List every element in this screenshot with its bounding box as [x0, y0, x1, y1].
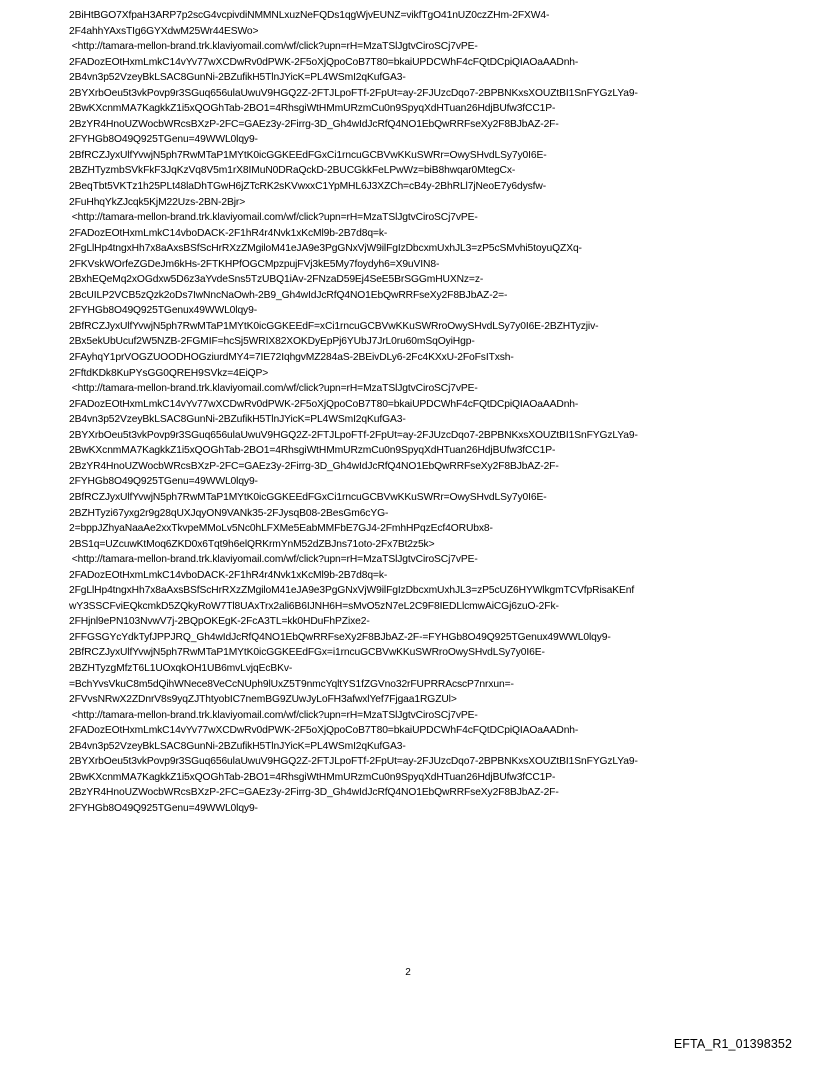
- text-line: 2BS1q=UZcuwKtMoq6ZKD0x6Tqt9h6elQRKrmYnM52dZBJns71oto-2Fx7Bt2z5k>: [69, 538, 435, 550]
- text-line: 2B4vn3p52VzeyBkLSAC8GunNi-2BZufikH5TlnJYicK=PL4WSmI2qKufGA3-: [69, 72, 406, 84]
- text-line: 2BwKXcnmMA7KagkkZ1i5xQOGhTab-2BO1=4RhsgiWtHMmURzmCu0n9SpyqXdHTuan26HdjBUfw3fCC1P-: [69, 771, 556, 783]
- text-line: 2FADozEOtHxmLmkC14vYv77wXCDwRv0dPWK-2F5oXjQpoCoB7T80=bkaiUPDCWhF4cFQtDCpiQIAOaAADnh-: [69, 56, 579, 68]
- text-line: 2BcUILP2VCB5zQzk2oDs7IwNncNaOwh-2B9_Gh4wIdJcRfQ4NO1EbQwRRFseXy2F8BJbAZ-2=-: [69, 289, 508, 301]
- text-line: =BchYvsVkuC8m5dQihWNece8VeCcNUph9lUxZ5T9nmcYqltYS1fZGVno32rFUPRRAcscP7nrxun=-: [69, 678, 514, 690]
- text-line: 2BZHTyzmbSVkFkF3JqKzVq8V5m1rX8IMuN0DRaQckD-2BUCGkkFeLPwWz=biB8hwqar0MtegCx-: [69, 165, 516, 177]
- text-line: 2BYXrbOeu5t3vkPovp9r3SGuq656ulaUwuV9HGQ2Z-2FTJLpoFTf-2FpUt=ay-2FJUzcDqo7-2BPBNKxsXOUZtBI1SnFYGzLYa9-: [69, 429, 638, 441]
- bates-number: EFTA_R1_01398352: [673, 1037, 792, 1051]
- text-line: 2BZHTyzgMfzT6L1UOxqkOH1UB6mvLvjqEcBKv-: [69, 662, 293, 674]
- text-line: wY3SSCFviEQkcmkD5ZQkyRoW7Tl8UAxTrx2ali6B6IJNH6H=sMvO5zN7eL2C9F8IEDLlcmwAiCGj6zuO-2Fk-: [69, 600, 559, 612]
- text-line: 2FADozEOtHxmLmkC14vboDACK-2F1hR4r4Nvk1xKcMl9b-2B7d8q=k-: [69, 227, 388, 239]
- text-line: 2FftdKDk8KuPYsGG0QREH9SVkz=4EiQP>: [69, 367, 269, 379]
- text-line: 2BzYR4HnoUZWocbWRcsBXzP-2FC=GAEz3y-2Firrg-3D_Gh4wIdJcRfQ4NO1EbQwRRFseXy2F8BJbAZ-2F-: [69, 787, 559, 799]
- text-line: <http://tamara-mellon-brand.trk.klaviyomail.com/wf/click?upn=rH=MzaTSlJgtvCiroSCj7vPE-: [69, 383, 478, 395]
- text-line: 2FADozEOtHxmLmkC14vYv77wXCDwRv0dPWK-2F5oXjQpoCoB7T80=bkaiUPDCWhF4cFQtDCpiQIAOaAADnh-: [69, 725, 579, 737]
- text-line: 2Bx5ekUbUcuf2W5NZB-2FGMIF=hcSj5WRIX82XOKDyEpPj6YUbJ7JrL0ru60mSqOyiHgp-: [69, 336, 475, 348]
- text-line: 2B4vn3p52VzeyBkLSAC8GunNi-2BZufikH5TlnJYicK=PL4WSmI2qKufGA3-: [69, 414, 406, 426]
- text-line: 2BzYR4HnoUZWocbWRcsBXzP-2FC=GAEz3y-2Firrg-3D_Gh4wIdJcRfQ4NO1EbQwRRFseXy2F8BJbAZ-2F-: [69, 460, 559, 472]
- text-line: <http://tamara-mellon-brand.trk.klaviyomail.com/wf/click?upn=rH=MzaTSlJgtvCiroSCj7vPE-: [69, 212, 478, 224]
- text-line: 2FADozEOtHxmLmkC14vboDACK-2F1hR4r4Nvk1xKcMl9b-2B7d8q=k-: [69, 569, 388, 581]
- text-line: 2FuHhqYkZJcqk5KjM22Uzs-2BN-2Bjr>: [69, 196, 246, 208]
- text-line: 2FFGSGYcYdkTyfJPPJRQ_Gh4wIdJcRfQ4NO1EbQwRRFseXy2F8BJbAZ-2F-=FYHGb8O49Q925TGenux49WWL0lqy9-: [69, 631, 611, 643]
- text-line: 2FYHGb8O49Q925TGenu=49WWL0lqy9-: [69, 134, 258, 146]
- text-line: 2FgLlHp4tngxHh7x8aAxsBSfScHrRXzZMgiloM41eJA9e3PgGNxVjW9ilFgIzDbcxmUxhJL3=zP5cSMvhi5toyuQZXq-: [69, 243, 582, 255]
- text-line: 2FYHGb8O49Q925TGenu=49WWL0lqy9-: [69, 476, 258, 488]
- text-line: 2BiHtBGO7XfpaH3ARP7p2scG4vcpivdiNMMNLxuzNeFQDs1qgWjvEUNZ=vikfTgO41nUZ0czZHm-2FXW4-: [69, 10, 550, 21]
- document-body: [69, 8, 769, 816]
- text-line: 2BeqTbt5VKTz1h25PLt48laDhTGwH6jZTcRK2sKVwxxC1YpMHL6J3XZCh=cB4y-2BhRLl7jNeoE7y6dysfw-: [69, 181, 547, 193]
- text-line: 2FYHGb8O49Q925TGenux49WWL0lqy9-: [69, 305, 258, 317]
- text-line: 2FHjnl9ePN103NvwV7j-2BQpOKEgK-2FcA3TL=kk0HDuFhPZixe2-: [69, 616, 370, 628]
- text-line: 2BfRCZJyxUlfYvwjN5ph7RwMTaP1MYtK0icGGKEEdFGxCi1rncuGCBVwKKuSWRr=OwySHvdLSy7y0I6E-: [69, 149, 547, 161]
- text-line: 2FAyhqY1prVOGZUOODHOGziurdMY4=7IE72IqhgvMZ284aS-2BEivDLy6-2Fc4KXxU-2FoFsITxsh-: [69, 352, 514, 364]
- text-line: 2FYHGb8O49Q925TGenu=49WWL0lqy9-: [69, 802, 258, 814]
- text-line: 2BwKXcnmMA7KagkkZ1i5xQOGhTab-2BO1=4RhsgiWtHMmURzmCu0n9SpyqXdHTuan26HdjBUfw3fCC1P-: [69, 103, 556, 115]
- text-line: <http://tamara-mellon-brand.trk.klaviyomail.com/wf/click?upn=rH=MzaTSlJgtvCiroSCj7vPE-: [69, 41, 478, 53]
- page-number: 2: [405, 967, 411, 978]
- text-line: 2BZHTyzi67yxg2r9g28qUXJqyON9VANk35-2FJysqB08-2BesGm6cYG-: [69, 507, 389, 519]
- text-line: 2BfRCZJyxUlfYvwjN5ph7RwMTaP1MYtK0icGGKEEdFGxCi1rncuGCBVwKKuSWRr=OwySHvdLSy7y0I6E-: [69, 491, 547, 503]
- text-line: 2BYXrbOeu5t3vkPovp9r3SGuq656ulaUwuV9HGQ2Z-2FTJLpoFTf-2FpUt=ay-2FJUzcDqo7-2BPBNKxsXOUZtBI1SnFYGzLYa9-: [69, 87, 638, 99]
- text-line: 2F4ahhYAxsTIg6GYXdwM25Wr44ESWo>: [69, 25, 259, 37]
- text-line: <http://tamara-mellon-brand.trk.klaviyomail.com/wf/click?upn=rH=MzaTSlJgtvCiroSCj7vPE-: [69, 554, 478, 566]
- text-line: 2BzYR4HnoUZWocbWRcsBXzP-2FC=GAEz3y-2Firrg-3D_Gh4wIdJcRfQ4NO1EbQwRRFseXy2F8BJbAZ-2F-: [69, 118, 559, 130]
- text-line: 2=bppJZhyaNaaAe2xxTkvpeMMoLv5Nc0hLFXMe5EabMMFbE7GJ4-2FmhHPqzEcf4ORUbx8-: [69, 523, 493, 535]
- text-line: 2BYXrbOeu5t3vkPovp9r3SGuq656ulaUwuV9HGQ2Z-2FTJLpoFTf-2FpUt=ay-2FJUzcDqo7-2BPBNKxsXOUZtBI1SnFYGzLYa9-: [69, 756, 638, 768]
- text-line: 2FADozEOtHxmLmkC14vYv77wXCDwRv0dPWK-2F5oXjQpoCoB7T80=bkaiUPDCWhF4cFQtDCpiQIAOaAADnh-: [69, 398, 579, 410]
- text-line: 2FKVskWOrfeZGDeJm6kHs-2FTKHPfOGCMpzpujFVj3kE5My7foydyh6=X9uVIN8-: [69, 258, 440, 270]
- text-line: 2FVvsNRwX2ZDnrV8s9yqZJThtyobIC7nemBG9ZUwJyLoFH3afwxlYef7Fjgaa1RGZUl>: [69, 694, 457, 706]
- text-line: 2B4vn3p52VzeyBkLSAC8GunNi-2BZufikH5TlnJYicK=PL4WSmI2qKufGA3-: [69, 740, 406, 752]
- text-line: 2BwKXcnmMA7KagkkZ1i5xQOGhTab-2BO1=4RhsgiWtHMmURzmCu0n9SpyqXdHTuan26HdjBUfw3fCC1P-: [69, 445, 556, 457]
- text-line: 2FgLlHp4tngxHh7x8aAxsBSfScHrRXzZMgiloM41eJA9e3PgGNxVjW9ilFgIzDbcxmUxhJL3=zP5cUZ6HYWlkgmTCVfpRisaKEnf: [69, 585, 635, 597]
- text-line: 2BfRCZJyxUlfYvwjN5ph7RwMTaP1MYtK0icGGKEEdFGx=i1rncuGCBVwKKuSWRroOwySHvdLSy7y0I6E-: [69, 647, 545, 659]
- text-line: 2BfRCZJyxUlfYvwjN5ph7RwMTaP1MYtK0icGGKEEdF=xCi1rncuGCBVwKKuSWRroOwySHvdLSy7y0I6E-2BZHTyzjiv-: [69, 320, 599, 332]
- text-line: 2BxhEQeMq2xOGdxw5D6z3aYvdeSns5TzUBQ1iAv-2FNzaD59Ej4SeE5BrSGGmHUXNz=z-: [69, 274, 484, 286]
- text-line: <http://tamara-mellon-brand.trk.klaviyomail.com/wf/click?upn=rH=MzaTSlJgtvCiroSCj7vPE-: [69, 709, 478, 721]
